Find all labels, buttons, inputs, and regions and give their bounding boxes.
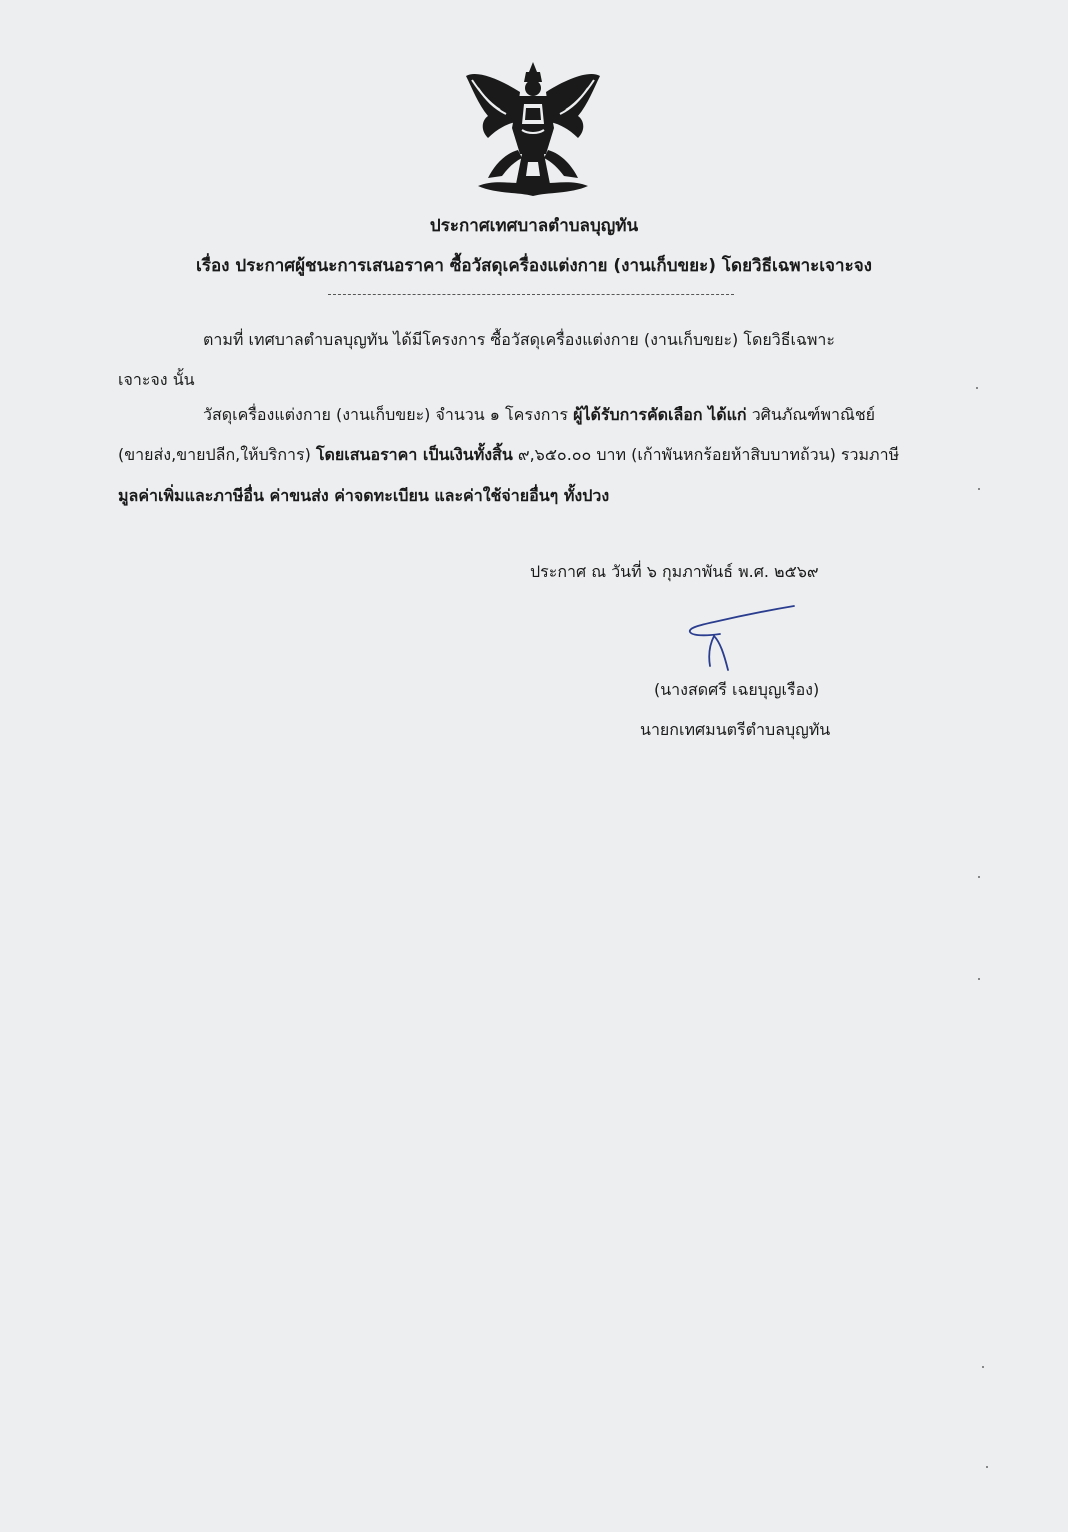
- paragraph-2-line-3: มูลค่าเพิ่มและภาษีอื่น ค่าขนส่ง ค่าจดทะเบียน และค่าใช้จ่ายอื่นๆ ทั้งปวง: [118, 486, 610, 505]
- signer-position: นายกเทศมนตรีตำบลบุญทัน: [640, 720, 831, 739]
- paragraph-2-line-1: [203, 403, 875, 428]
- paragraph-1-line-1: ตามที่ เทศบาลตำบลบุญทัน ได้มีโครงการ ซื้อวัสดุเครื่องแต่งกาย (งานเก็บขยะ) โดยวิธีเฉพาะ: [203, 330, 835, 349]
- winner-name: วศินภัณฑ์พาณิชย์: [746, 405, 876, 424]
- document-subject: เรื่อง ประกาศผู้ชนะการเสนอราคา ซื้อวัสดุเครื่องแต่งกาย (งานเก็บขยะ) โดยวิธีเฉพาะเจาะจง: [196, 256, 872, 276]
- signature-icon: [680, 600, 800, 672]
- paper-speck: [976, 387, 978, 389]
- paper-speck: [978, 488, 980, 490]
- winner-business-type: (ขายส่ง,ขายปลีก,ให้บริการ): [118, 445, 316, 464]
- dashed-divider: [328, 294, 734, 295]
- winner-label: ผู้ได้รับการคัดเลือก ได้แก่: [573, 405, 747, 424]
- garuda-emblem-icon: [458, 58, 608, 204]
- announcement-date: ประกาศ ณ วันที่ ๖ กุมภาพันธ์ พ.ศ. ๒๕๖๙: [530, 562, 819, 581]
- paragraph-2-line-2: [118, 443, 899, 468]
- signer-name: (นางสดศรี เฉยบุญเรือง): [654, 680, 820, 699]
- item-description: วัสดุเครื่องแต่งกาย (งานเก็บขยะ) จำนวน ๑ โครงการ: [203, 405, 574, 424]
- paper-speck: [978, 978, 980, 980]
- paper-speck: [978, 876, 980, 878]
- paper-speck: [982, 1366, 984, 1368]
- paragraph-1-line-2: เจาะจง นั้น: [118, 370, 195, 389]
- paper-speck: [986, 1466, 988, 1468]
- document-heading: ประกาศเทศบาลตำบลบุญทัน: [429, 216, 639, 236]
- bid-amount: ๙,๖๕๐.๐๐ บาท (เก้าพันหกร้อยห้าสิบบาทถ้วน) รวมภาษี: [512, 445, 900, 464]
- bid-total-label: โดยเสนอราคา เป็นเงินทั้งสิ้น: [315, 445, 513, 464]
